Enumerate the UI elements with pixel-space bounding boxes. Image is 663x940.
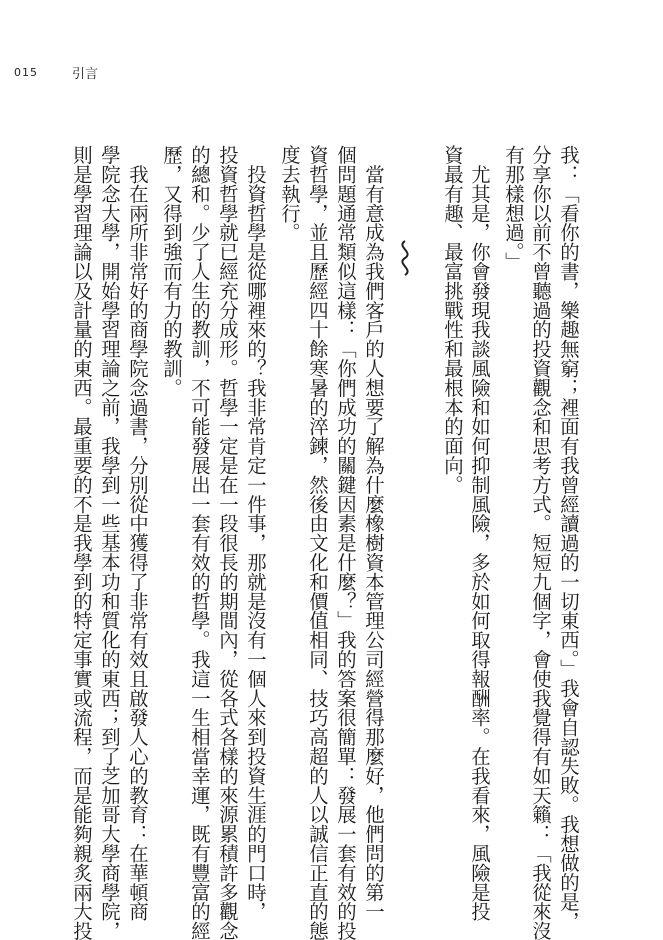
- section-ornament: [392, 238, 418, 278]
- text-column: 資哲學，並且歷經四十餘寒暑的淬鍊，然後由文化和價值相同、技巧高超的人以誠信正直的態: [306, 145, 329, 940]
- text-column: 尤其是，你會發現我談風險和如何抑制風險，多於如何取得報酬率。在我看來，風險是投: [468, 145, 491, 921]
- text-column: 投資哲學就已經充分成形。哲學一定是在一段很長的期間內，從各式各樣的來源累積許多觀念: [216, 145, 239, 940]
- page-number: 015: [14, 66, 38, 79]
- text-column: 我在兩所非常好的商學院念過書，分別從中獲得了非常有效且啟發人心的教育：在華頓商: [126, 145, 149, 921]
- text-column: 學院念大學，開始學習理論之前，我學到一些基本功和質化的東西；到了芝加哥大學商學院，: [98, 145, 121, 940]
- text-column: 有那樣想過。」: [502, 145, 525, 272]
- running-head-title: 引言: [72, 67, 99, 82]
- text-column: 資最有趣、最富挑戰性和最根本的面向。: [441, 145, 464, 495]
- text-column: 分享你以前不曾聽過的投資觀念和思考方式。短短九個字，會使我覺得有如天籟：「我從來沒: [529, 145, 552, 940]
- text-column: 則是學習理論以及計量的東西。最重要的不是我學到的特定事實或流程，而是能夠親炙兩大投: [70, 145, 93, 940]
- text-column: 我：「看你的書，樂趣無窮；裡面有我曾經讀過的一切東西。」我會自認失敗。我想做的是，: [557, 145, 580, 931]
- text-column: 當有意成為我們客戶的人想要了解為什麼橡樹資本管理公司經營得那麼好，他們問的第一: [362, 145, 385, 921]
- text-column: 度去執行。: [278, 145, 301, 242]
- text-column: 投資哲學是從哪裡來的？我非常肯定一件事，那就是沒有一個人來到投資生涯的門口時，: [244, 145, 267, 921]
- text-column: 歷，又得到強而有力的教訓。: [160, 145, 183, 398]
- text-column: 的總和。少了人生的教訓，不可能發展出一套有效的哲學。我這一生相當幸運，既有豐富的經: [188, 145, 211, 940]
- text-column: 個問題通常類似這樣：「你們成功的關鍵因素是什麼？」我的答案很簡單：發展一套有效的投: [334, 145, 357, 940]
